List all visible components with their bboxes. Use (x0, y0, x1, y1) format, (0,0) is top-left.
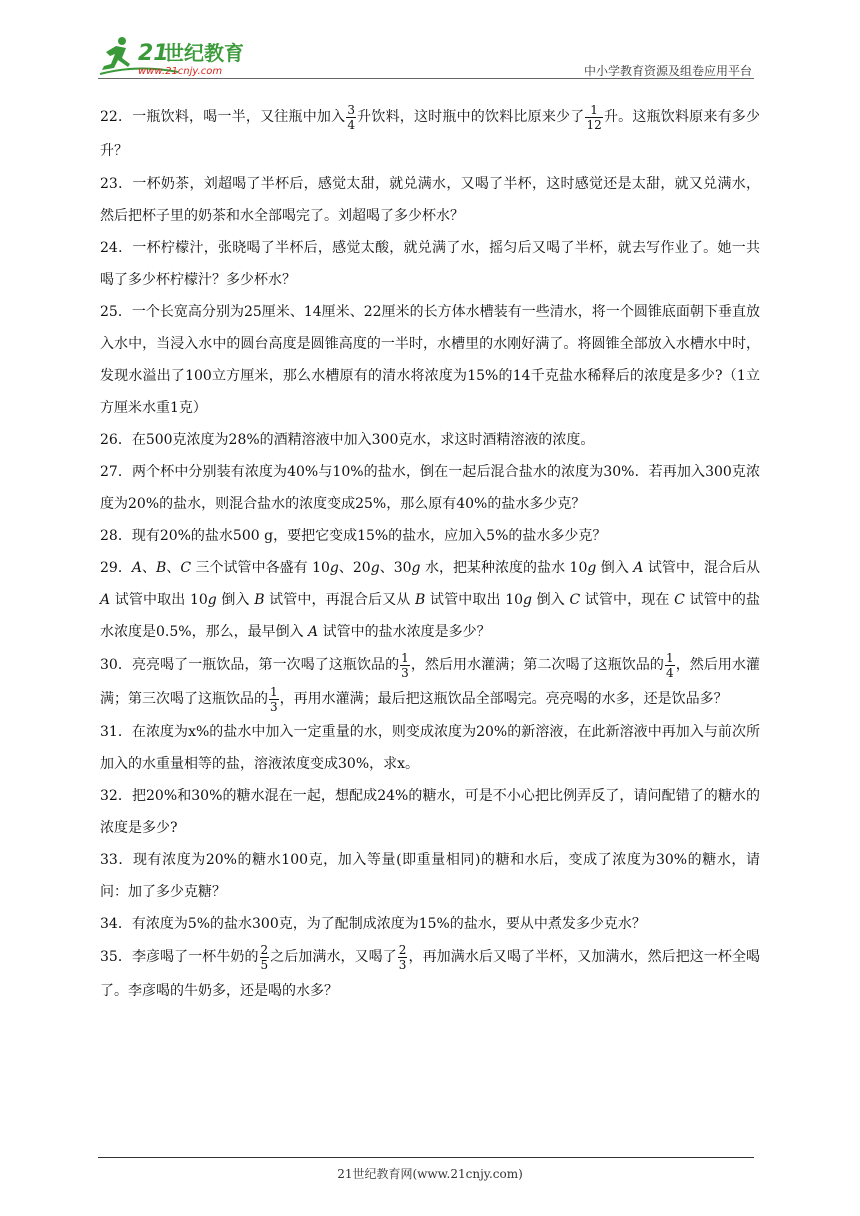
question-35: 35．李彦喝了一杯牛奶的 $\frac{2}{5}$ 之后加满水，又喝了 $\frac{2}{3}$ ，再加满水后又喝了半杯，又加满水，然后把这一杯全喝了。李彦喝的牛奶多，还是喝的水多？ (100, 942, 761, 999)
question-27: 27．两个杯中分别装有浓度为40%与10%的盐水，倒在一起后混合盐水的浓度为30%．若再加入300克浓度为20%的盐水，则混合盐水的浓度变成25%，那么原有40%的盐水多少克？ (100, 464, 760, 512)
platform-name: 中小学教育资源及组卷应用平台 (583, 64, 752, 78)
question-34: 34．有浓度为5%的盐水300克，为了配制成浓度为15%的盐水，要从中煮发多少克水？ (100, 916, 646, 932)
question-31: 31．在浓度为x%的盐水中加入一定重量的水，则变成浓度为20%的新溶液，在此新溶液中再加入与前次所加入的水重量相等的盐，溶液浓度变成30%，求x。 (100, 724, 760, 772)
question-25: 25．一个长宽高分别为25厘米、14厘米、22厘米的长方体水槽装有一些清水，将一个圆锥底面朝下垂直放入水中，当浸入水中的圆台高度是圆锥高度的一半时，水槽里的水刚好满了。将圆锥全部放入水槽水中时，发现水溢出了100立方厘米，那么水槽原有的清水将浓度为15%的14千克盐水稀释后的浓度是多少?（1立方厘米水重1克） (100, 304, 760, 416)
svg-text:21: 21 (138, 41, 169, 66)
fraction: $\frac{1}{12}$ (586, 102, 602, 132)
question-32: 32．把20%和30%的糖水混在一起，想配成24%的糖水，可是不小心把比例弄反了，请问配错了的糖水的浓度是多少? (100, 788, 760, 836)
logo-url: www.21cnjy.com (138, 66, 223, 77)
fraction: $\frac{1}{4}$ (665, 650, 674, 680)
fraction: $\frac{3}{4}$ (347, 102, 355, 132)
question-28: 28．现有20%的盐水500 g，要把它变成15%的盐水，应加入5%的盐水多少克？ (100, 528, 607, 544)
fraction: $\frac{2}{3}$ (398, 942, 407, 972)
runner-logo-icon (98, 34, 268, 78)
fraction: $\frac{2}{5}$ (260, 942, 269, 972)
page-header (98, 30, 758, 80)
question-33: 33．现有浓度为20%的糖水100克，加入等量(即重量相同)的糖和水后，变成了浓度为30%的糖水，请问：加了多少克糖？ (100, 852, 760, 900)
footer-link[interactable]: 21世纪教育网(www.21cnjy.com) (337, 1167, 523, 1181)
fraction: $\frac{1}{3}$ (401, 650, 409, 680)
question-26: 26．在500克浓度为28%的酒精溶液中加入300克水，求这时酒精溶液的浓度。 (100, 432, 595, 448)
site-logo[interactable] (98, 34, 268, 78)
question-22: 22．一瓶饮料，喝一半，又往瓶中加入 $\frac{3}{4}$ 升饮料，这时瓶中的饮料比原来少了 $\frac{1}{12}$ 升。这瓶饮料原来有多少升？ (100, 102, 760, 159)
question-list (100, 100, 760, 1008)
question-24: 24．一杯柠檬汁，张晓喝了半杯后，感觉太酸，就兑满了水，摇匀后又喝了半杯，就去写作业了。她一共喝了多少杯柠檬汁？多少杯水？ (100, 240, 760, 288)
question-30: 30．亮亮喝了一瓶饮品，第一次喝了这瓶饮品的 $\frac{1}{3}$ ，然后用水灌满；第二次喝了这瓶饮品的 $\frac{1}{4}$ ，然后用水灌满；第三次喝了这瓶饮品的 $\frac{1}{3}$ ，再用水灌满；最后把这瓶饮品全部喝完。亮亮喝的水多，还是饮品多？ (100, 650, 761, 714)
question-29: 29．A、B、C 三个试管中各盛有 10g、20g、30g 水，把某种浓度的盐水 10g 倒入 A 试管中，混合后从 A 试管中取出 10g 倒入 B 试管中，再混合后又从 B 试管中取出 10g 倒入 C 试管中，现在 C 试管中的盐水浓度是0.5%，那么，最早倒入 A 试管中的盐水浓度是多少？ (100, 560, 761, 640)
fraction: $\frac{1}{3}$ (270, 684, 278, 714)
question-23: 23．一杯奶茶，刘超喝了半杯后，感觉太甜，就兑满水，又喝了半杯，这时感觉还是太甜，就又兑满水，然后把杯子里的奶茶和水全部喝完了。刘超喝了多少杯水？ (100, 176, 760, 224)
footer-divider (98, 1157, 754, 1158)
header-divider (98, 78, 754, 79)
logo-text: 世纪教育 (164, 41, 244, 65)
